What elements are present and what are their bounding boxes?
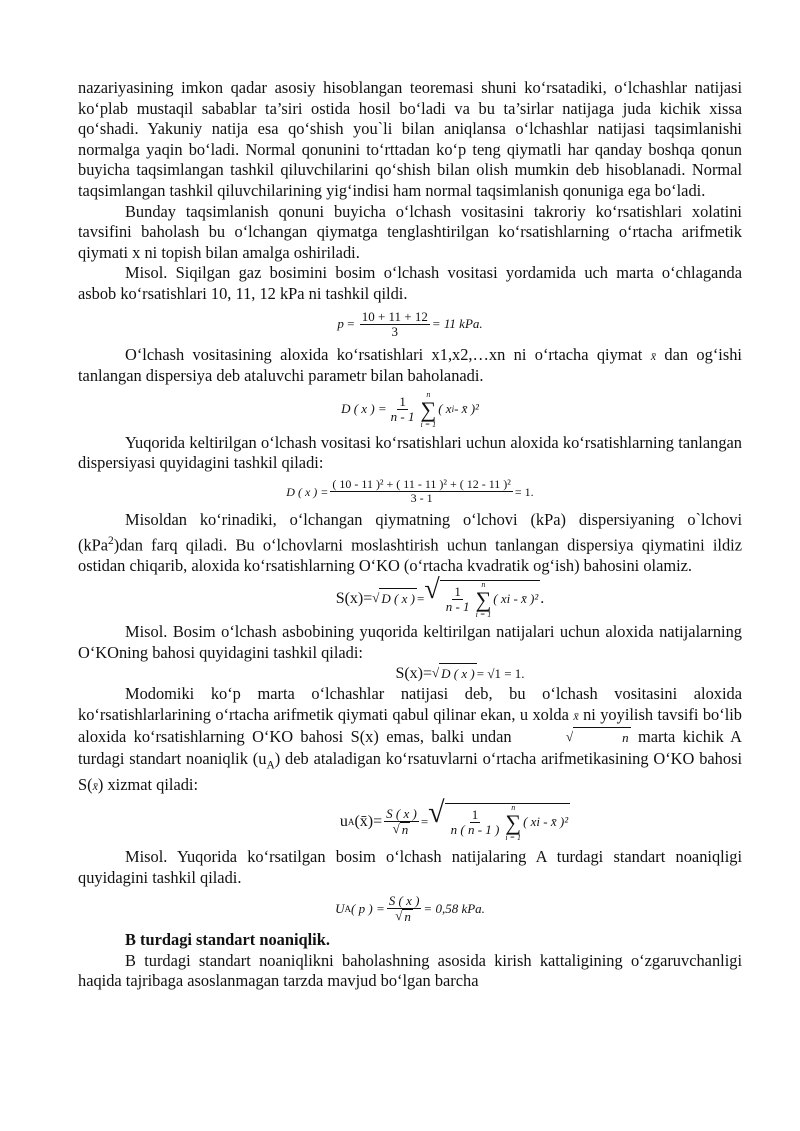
sum-upper: n	[511, 802, 516, 812]
superscript: 2	[108, 534, 114, 547]
sqrt-content: n	[404, 909, 411, 925]
fraction-numerator: S ( x )	[386, 805, 417, 821]
formula-uncertainty-a-calc	[78, 888, 742, 930]
fraction	[384, 807, 419, 838]
fraction	[330, 478, 513, 505]
formula-text: ( x	[438, 401, 452, 417]
sum-upper: n	[426, 389, 431, 399]
subscript: 1,x2,…xn	[439, 344, 506, 364]
formula-text: D ( x ) =	[341, 401, 387, 417]
fraction-denominator: n - 1	[445, 599, 470, 615]
formula-std-deviation-calc	[78, 663, 742, 684]
fraction	[389, 395, 417, 425]
sqrt-sign: √	[432, 665, 440, 681]
formula-text: ( xi - x̄ )²	[493, 591, 539, 607]
fraction-numerator: 10 + 11 + 12	[361, 308, 428, 324]
sum-lower: i = 1	[420, 419, 437, 429]
paragraph-4	[78, 345, 742, 387]
fraction-denominator: n - 1	[390, 409, 415, 425]
text-span: )dan farq qiladi. Bu o‘lchovlarni moslashtirish uchun tanlangan dispersiya qiymatini ildiz ostidan chiqarib, aloxida ko‘rsatishlarning O‘KO (o‘rtacha kvadratik og‘ish) bahosini olamiz.	[78, 534, 742, 575]
fraction-numerator: 1	[399, 393, 406, 409]
sqrt-sign: √	[372, 590, 380, 606]
formula-text: - x̄ )²	[454, 401, 479, 417]
text-span: ) xizmat qiladi:	[97, 775, 199, 795]
text-span: Modomiki ko‘p marta o‘lchashlar natijasi deb, bu o‘lchash vositasini aloxida ko‘rsatishlarlarining o‘rtacha arifmetik qiymati qabul qilinar ekan, u xolda	[78, 684, 742, 724]
formula-text: U	[335, 900, 345, 916]
text-span: ni o‘rtacha qiymat	[513, 344, 643, 364]
paragraph-1: nazariyasining imkon qadar asosiy hisoblangan teoremasi shuni ko‘rsatadiki, o‘lchashlar natijasi ko‘plab mustaqil sabablar ta’siri ostida hosil bo‘ladi va bu ta’sirlar natijaga juda kichik xissa qo‘shadi. Yakuniy natija esa qo‘shish you`li bilan aniqlansa o‘lchashlar natijasi taqsimlanishi normalga yaqin bo‘ladi. Normal qonunini to‘rttadan ko‘p teng qiymatli har qanday boshqa qonun buyicha taqsimlangan tashkil qiluvchilarini qo‘shish bilan olish mumkin deb hisoblanadi. Normal taqsimlangan tashkil qiluvchilarining yig‘indisi ham normal taqsimlanish qonuniga ega bo‘ladi.	[78, 78, 742, 200]
document-page	[78, 78, 742, 992]
fraction-denominator: 3 - 1	[410, 491, 433, 506]
sqrt	[432, 663, 477, 685]
symbol-xbar: x̄	[650, 348, 657, 363]
paragraph-7: Misol. Bosim o‘lchash asbobining yuqorida keltirilgan natijalari uchun aloxida natijalarning O‘KOning bahosi quyidagini tashkil qiladi:	[78, 622, 742, 662]
formula-text: =	[343, 316, 358, 332]
formula-text: D ( x ) =	[286, 484, 329, 499]
fraction-denominator: 3	[391, 324, 399, 340]
symbol-xbar: x̄	[573, 708, 579, 723]
paragraph-8	[78, 684, 742, 797]
formula-text: p	[337, 316, 344, 332]
formula-text: .	[540, 589, 545, 607]
heading-text: B turdagi standart noaniqlik.	[125, 930, 330, 950]
sqrt-sign: √	[428, 795, 445, 829]
formula-standard-uncertainty-a	[78, 797, 742, 847]
fraction-numerator: ( 10 - 11 )² + ( 11 - 11 )² + ( 12 - 11 )²	[332, 477, 511, 492]
formula-text: = 1.	[514, 484, 534, 499]
fraction-numerator: 1	[471, 806, 479, 822]
symbol-xbar: x̄	[92, 779, 98, 794]
subscript: A	[347, 816, 355, 827]
sqrt-sign: √	[395, 908, 403, 924]
fraction-denominator	[393, 909, 415, 925]
fraction-numerator: 1	[454, 583, 461, 599]
formula-text: =	[420, 813, 429, 829]
sum-sign	[505, 804, 521, 842]
sqrt-content	[445, 803, 570, 842]
sqrt	[519, 727, 631, 749]
fraction-numerator: S ( x )	[388, 892, 420, 908]
fraction	[360, 310, 430, 340]
formula-std-deviation	[78, 573, 742, 622]
sqrt	[372, 588, 417, 610]
sum-symbol: ∑	[505, 809, 522, 835]
sqrt-sign: √	[565, 728, 574, 744]
formula-dispersion	[78, 387, 742, 433]
formula-text: =	[417, 590, 425, 606]
subscript: i	[451, 404, 455, 415]
sum-lower: i = 1	[475, 609, 492, 619]
paragraph-5: Yuqorida keltirilgan o‘lchash vositasi ko‘rsatishlari uchun aloxida ko‘rsatishlarning tanlangan dispersiyasi quyidagini tashkil qiladi:	[78, 432, 742, 473]
formula-text: u	[339, 812, 348, 830]
paragraph-3: Misol. Siqilgan gaz bosimini bosim o‘lchash vositasi yordamida uch marta o‘chlaganda asbob ko‘rsatishlari 10, 11, 12 kPa ni tashkil qildi.	[78, 263, 742, 303]
text-span: ) deb ataladigan ko‘rsatuvlarni o‘rtacha arifmetikasining O‘KO bahosi S(	[78, 748, 743, 795]
text-span: ni yoyilish tavsifi bo‘lib aloxida ko‘rsatishlarning O‘KO bahosi S(x) emas, balki undan	[78, 704, 743, 746]
sqrt-content: D ( x )	[439, 663, 477, 685]
sqrt-content	[440, 580, 541, 619]
sum-symbol: ∑	[475, 586, 492, 612]
formula-text: (x̄)=	[354, 812, 383, 830]
subscript: A	[344, 903, 352, 914]
formula-dispersion-calc	[78, 474, 742, 510]
sqrt	[393, 822, 411, 837]
formula-text: = 11 kPa.	[431, 316, 483, 332]
formula-text: ( p ) =	[351, 900, 385, 916]
formula-mean-pressure	[78, 305, 742, 345]
sum-upper: n	[481, 579, 486, 589]
fraction	[449, 808, 502, 838]
formula-text: S(x)=	[335, 589, 373, 607]
paragraph-9: Misol. Yuqorida ko‘rsatilgan bosim o‘lchash natijalaring A turdagi standart noaniqligi quyidagini tashkil qiladi.	[78, 847, 742, 887]
text-span: Misoldan ko‘rinadiki, o‘lchangan qiymatning o‘lchovi (kPa) dispersiyaning o`lchovi (kPa	[78, 509, 742, 554]
sqrt-content: n	[401, 822, 409, 838]
formula-text: ( xi - x̄ )²	[523, 814, 569, 830]
fraction-denominator: n ( n - 1 )	[450, 822, 500, 838]
sum-sign	[476, 581, 492, 619]
formula-text: S(x)=	[395, 664, 433, 682]
fraction	[387, 894, 422, 925]
formula-text: = 0,58 kPa.	[423, 900, 485, 916]
sqrt	[428, 795, 570, 842]
fraction-denominator	[391, 822, 413, 838]
sqrt-content: n	[573, 727, 631, 749]
sqrt	[424, 573, 540, 619]
sqrt-sign: √	[392, 821, 400, 837]
sqrt-content: D ( x )	[379, 588, 417, 610]
sum-sign	[421, 391, 437, 429]
text-span: marta kichik A turdagi standart noaniqlik (u	[78, 726, 742, 768]
formula-text: = √1 = 1.	[476, 665, 525, 681]
subscript: A	[266, 758, 275, 771]
sum-lower: i = 1	[505, 832, 522, 842]
text-span: O‘lchash vositasining aloxida ko‘rsatishlari x	[125, 344, 440, 364]
section-heading	[78, 930, 742, 951]
paragraph-6	[78, 510, 742, 576]
sum-symbol: ∑	[420, 396, 437, 422]
paragraph-10: B turdagi standart noaniqlikni baholashning asosida kirish kattaligining o‘zgaruvchanligi haqida tajribaga asoslanmagan tarzda mavjud bo‘lgan barcha	[78, 950, 742, 991]
sqrt	[395, 909, 413, 924]
text-span: dan og‘ishi tanlangan dispersiya deb ataluvchi parametr bilan baholanadi.	[78, 344, 742, 386]
fraction	[444, 585, 472, 615]
sqrt-sign: √	[424, 573, 440, 605]
paragraph-2: Bunday taqsimlanish qonuni buyicha o‘lchash vositasini takroriy ko‘rsatishlari xolatini tavsifini baholash bu o‘lchangan qiymatga tenglashtirilgan ko‘rsatishlarning o‘rtacha arifmetik qiymati x ni topish bilan amalga oshiriladi.	[78, 201, 742, 262]
